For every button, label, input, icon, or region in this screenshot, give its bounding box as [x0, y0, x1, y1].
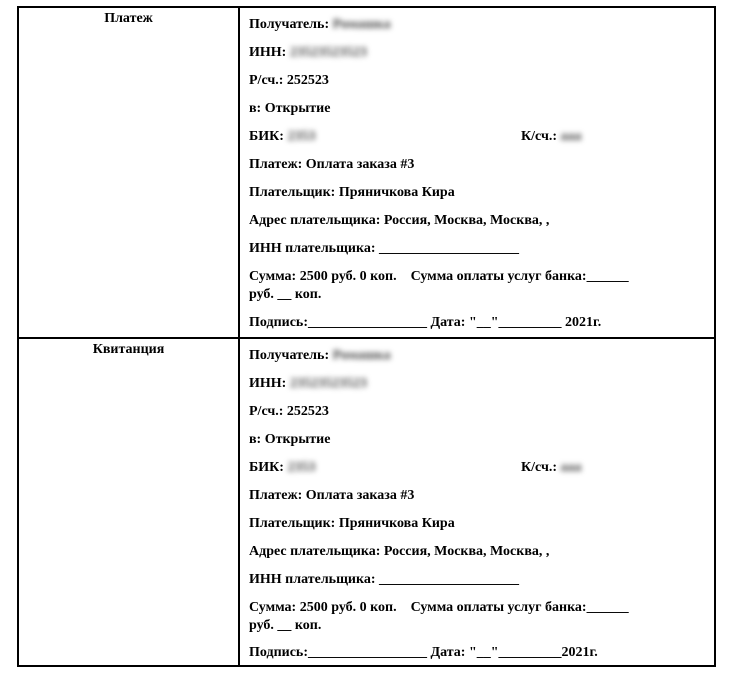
- payment-section: [19, 8, 714, 339]
- recipient-value: Ромашка: [332, 348, 391, 363]
- section-title: Квитанция: [92, 342, 165, 357]
- ks-group: [521, 459, 582, 476]
- payer-address-line: Адрес плательщика: Россия, Москва, Москва, ,: [249, 213, 550, 228]
- bik-label: БИК:: [249, 129, 284, 144]
- section-label-cell: [19, 8, 240, 337]
- bik-line: [249, 459, 714, 476]
- recipient-label: Получатель:: [249, 17, 330, 32]
- recipient-line: [249, 347, 391, 364]
- bank-line: в: Открытие: [249, 101, 331, 116]
- inn-label: ИНН:: [249, 376, 287, 391]
- section-details-cell: [242, 8, 714, 337]
- bik-value: 2353: [287, 460, 316, 475]
- section-details-cell: [242, 339, 714, 665]
- inn-label: ИНН:: [249, 45, 287, 60]
- ks-label: К/сч.:: [521, 129, 558, 144]
- account-line: Р/сч.: 252523: [249, 404, 329, 419]
- receipt-section: [19, 339, 714, 665]
- recipient-value: Ромашка: [332, 17, 391, 32]
- ks-value: ааа: [560, 129, 582, 144]
- bik-line: [249, 128, 714, 145]
- bik-label: БИК:: [249, 460, 284, 475]
- section-label-cell: [19, 339, 240, 665]
- payer-address-line: Адрес плательщика: Россия, Москва, Москва, ,: [249, 544, 550, 559]
- signature-date-line: Подпись:_________________ Дата: "__"_________ 2021г.: [249, 315, 602, 330]
- ks-label: К/сч.:: [521, 460, 558, 475]
- inn-value: 23523523523: [289, 45, 367, 60]
- amount-line-continued: руб. __ коп.: [249, 618, 322, 633]
- payer-inn-line: ИНН плательщика: ____________________: [249, 241, 519, 256]
- recipient-line: [249, 16, 391, 33]
- inn-value: 23523523523: [289, 376, 367, 391]
- recipient-label: Получатель:: [249, 348, 330, 363]
- account-line: Р/сч.: 252523: [249, 73, 329, 88]
- amount-line: Сумма: 2500 руб. 0 коп. Сумма оплаты услуг банка:______: [249, 600, 629, 615]
- bank-line: в: Открытие: [249, 432, 331, 447]
- payment-purpose-line: Платеж: Оплата заказа #3: [249, 157, 415, 172]
- section-title: Платеж: [104, 11, 153, 26]
- payment-form-table: [17, 6, 716, 667]
- bik-value: 2353: [287, 129, 316, 144]
- amount-line: Сумма: 2500 руб. 0 коп. Сумма оплаты услуг банка:______: [249, 269, 629, 284]
- inn-line: [249, 375, 367, 392]
- payment-purpose-line: Платеж: Оплата заказа #3: [249, 488, 415, 503]
- inn-line: [249, 44, 367, 61]
- payer-inn-line: ИНН плательщика: ____________________: [249, 572, 519, 587]
- payer-line: Плательщик: Пряничкова Кира: [249, 185, 455, 200]
- ks-value: ааа: [560, 460, 582, 475]
- signature-date-line: Подпись:_________________ Дата: "__"_________2021г.: [249, 645, 598, 660]
- amount-line-continued: руб. __ коп.: [249, 287, 322, 302]
- payer-line: Плательщик: Пряничкова Кира: [249, 516, 455, 531]
- ks-group: [521, 128, 582, 145]
